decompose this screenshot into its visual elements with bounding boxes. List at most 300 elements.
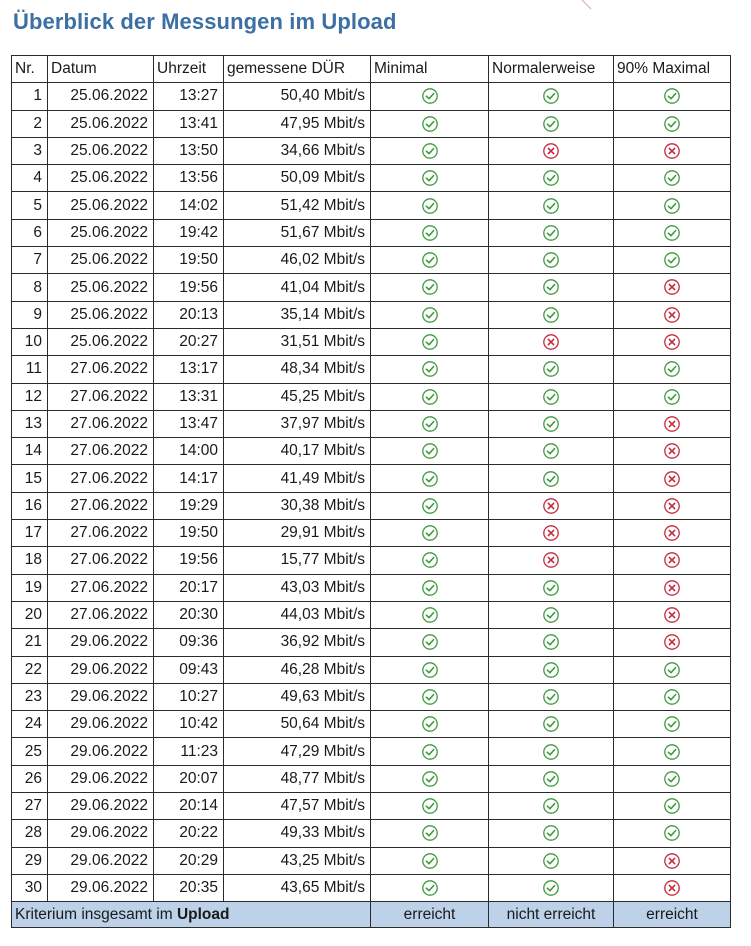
check-circle-icon [542, 442, 560, 460]
check-circle-icon [542, 87, 560, 105]
check-circle-icon [663, 770, 681, 788]
cell-minimal [371, 219, 489, 246]
check-circle-icon [663, 360, 681, 378]
check-circle-icon [663, 115, 681, 133]
x-circle-icon [663, 551, 681, 569]
x-circle-icon [663, 306, 681, 324]
cell-normalerweise [489, 328, 614, 355]
table-body [12, 83, 731, 902]
cell-datum: 25.06.2022 [48, 274, 154, 301]
cell-dur: 47,57 Mbit/s [224, 793, 371, 820]
table-row [12, 247, 731, 274]
cell-minimal [371, 438, 489, 465]
cell-maximal [614, 492, 731, 519]
cell-datum: 29.06.2022 [48, 874, 154, 901]
cell-dur: 45,25 Mbit/s [224, 383, 371, 410]
table-row [12, 274, 731, 301]
page-title: Überblick der Messungen im Upload [13, 9, 397, 34]
table-row [12, 820, 731, 847]
cell-minimal [371, 793, 489, 820]
cell-uhrzeit: 09:43 [154, 656, 224, 683]
cell-maximal [614, 574, 731, 601]
cell-datum: 25.06.2022 [48, 219, 154, 246]
check-circle-icon [542, 579, 560, 597]
summary-label-prefix: Kriterium insgesamt im [15, 905, 177, 923]
check-circle-icon [542, 879, 560, 897]
cell-datum: 27.06.2022 [48, 547, 154, 574]
cell-dur: 50,40 Mbit/s [224, 83, 371, 110]
cell-minimal [371, 601, 489, 628]
cell-dur: 48,77 Mbit/s [224, 765, 371, 792]
cell-datum: 25.06.2022 [48, 165, 154, 192]
check-circle-icon [421, 551, 439, 569]
table-row [12, 110, 731, 137]
cell-uhrzeit: 13:17 [154, 356, 224, 383]
cell-normalerweise [489, 847, 614, 874]
cell-minimal [371, 83, 489, 110]
cell-datum: 25.06.2022 [48, 83, 154, 110]
cell-nr: 5 [12, 192, 48, 219]
cell-uhrzeit: 09:36 [154, 629, 224, 656]
cell-nr: 9 [12, 301, 48, 328]
cell-maximal [614, 765, 731, 792]
table-row [12, 492, 731, 519]
cell-nr: 23 [12, 683, 48, 710]
table-row [12, 683, 731, 710]
check-circle-icon [542, 169, 560, 187]
check-circle-icon [421, 388, 439, 406]
check-circle-icon [421, 688, 439, 706]
cell-maximal [614, 793, 731, 820]
cell-minimal [371, 165, 489, 192]
cell-dur: 35,14 Mbit/s [224, 301, 371, 328]
cell-normalerweise [489, 301, 614, 328]
cell-dur: 50,64 Mbit/s [224, 711, 371, 738]
cell-datum: 25.06.2022 [48, 192, 154, 219]
cell-minimal [371, 301, 489, 328]
cell-datum: 27.06.2022 [48, 383, 154, 410]
x-circle-icon [663, 333, 681, 351]
x-circle-icon [663, 470, 681, 488]
table-row [12, 874, 731, 901]
cell-nr: 18 [12, 547, 48, 574]
cell-uhrzeit: 13:56 [154, 165, 224, 192]
check-circle-icon [663, 224, 681, 242]
summary-label-upload: Upload [176, 905, 230, 923]
column-header-datum: Datum [48, 56, 154, 83]
table-row [12, 601, 731, 628]
table-row [12, 328, 731, 355]
check-circle-icon [421, 251, 439, 269]
cell-datum: 29.06.2022 [48, 820, 154, 847]
cell-nr: 13 [12, 410, 48, 437]
summary-maximal: erreicht [614, 902, 731, 928]
cell-normalerweise [489, 765, 614, 792]
x-circle-icon [542, 551, 560, 569]
cell-minimal [371, 328, 489, 355]
cell-minimal [371, 820, 489, 847]
cell-datum: 27.06.2022 [48, 520, 154, 547]
cell-normalerweise [489, 137, 614, 164]
check-circle-icon [663, 824, 681, 842]
cell-minimal [371, 192, 489, 219]
cell-dur: 41,49 Mbit/s [224, 465, 371, 492]
cell-nr: 10 [12, 328, 48, 355]
check-circle-icon [421, 524, 439, 542]
cell-uhrzeit: 20:30 [154, 601, 224, 628]
cell-uhrzeit: 20:35 [154, 874, 224, 901]
cell-maximal [614, 410, 731, 437]
column-header-normalerweise: Normalerweise [489, 56, 614, 83]
cell-minimal [371, 765, 489, 792]
cell-datum: 25.06.2022 [48, 301, 154, 328]
column-header-nr: Nr. [12, 56, 48, 83]
cell-uhrzeit: 11:23 [154, 738, 224, 765]
x-circle-icon [663, 415, 681, 433]
cell-datum: 29.06.2022 [48, 738, 154, 765]
cell-nr: 24 [12, 711, 48, 738]
cell-nr: 20 [12, 601, 48, 628]
check-circle-icon [542, 797, 560, 815]
cell-minimal [371, 711, 489, 738]
check-circle-icon [542, 360, 560, 378]
x-circle-icon [663, 879, 681, 897]
cell-dur: 29,91 Mbit/s [224, 520, 371, 547]
table-row [12, 711, 731, 738]
cell-normalerweise [489, 438, 614, 465]
table-row [12, 410, 731, 437]
check-circle-icon [663, 251, 681, 269]
cell-nr: 21 [12, 629, 48, 656]
cell-maximal [614, 137, 731, 164]
cell-minimal [371, 137, 489, 164]
cell-uhrzeit: 13:31 [154, 383, 224, 410]
cell-normalerweise [489, 738, 614, 765]
table-row [12, 629, 731, 656]
cell-datum: 29.06.2022 [48, 765, 154, 792]
cell-uhrzeit: 20:07 [154, 765, 224, 792]
cell-nr: 3 [12, 137, 48, 164]
cell-normalerweise [489, 83, 614, 110]
cell-dur: 51,67 Mbit/s [224, 219, 371, 246]
cell-normalerweise [489, 274, 614, 301]
table-row [12, 83, 731, 110]
cell-nr: 27 [12, 793, 48, 820]
column-header-dur: gemessene DÜR [224, 56, 371, 83]
cell-minimal [371, 738, 489, 765]
cell-minimal [371, 492, 489, 519]
x-circle-icon [663, 442, 681, 460]
x-circle-icon [663, 524, 681, 542]
cell-datum: 25.06.2022 [48, 328, 154, 355]
cell-normalerweise [489, 656, 614, 683]
cell-maximal [614, 219, 731, 246]
check-circle-icon [421, 306, 439, 324]
cell-normalerweise [489, 629, 614, 656]
summary-minimal: erreicht [371, 902, 489, 928]
cell-dur: 36,92 Mbit/s [224, 629, 371, 656]
cell-minimal [371, 465, 489, 492]
table-row [12, 520, 731, 547]
cell-uhrzeit: 19:29 [154, 492, 224, 519]
cell-maximal [614, 738, 731, 765]
cell-uhrzeit: 13:41 [154, 110, 224, 137]
check-circle-icon [421, 278, 439, 296]
cell-normalerweise [489, 192, 614, 219]
cell-minimal [371, 656, 489, 683]
cell-maximal [614, 547, 731, 574]
check-circle-icon [421, 633, 439, 651]
x-circle-icon [663, 142, 681, 160]
cell-dur: 49,33 Mbit/s [224, 820, 371, 847]
check-circle-icon [663, 169, 681, 187]
cell-dur: 48,34 Mbit/s [224, 356, 371, 383]
table-row [12, 438, 731, 465]
cell-datum: 25.06.2022 [48, 137, 154, 164]
check-circle-icon [542, 715, 560, 733]
cell-normalerweise [489, 601, 614, 628]
cell-dur: 49,63 Mbit/s [224, 683, 371, 710]
check-circle-icon [542, 115, 560, 133]
cell-minimal [371, 110, 489, 137]
cell-maximal [614, 629, 731, 656]
table-row [12, 765, 731, 792]
check-circle-icon [421, 824, 439, 842]
check-circle-icon [663, 661, 681, 679]
table-row [12, 574, 731, 601]
cell-uhrzeit: 13:27 [154, 83, 224, 110]
cell-maximal [614, 192, 731, 219]
summary-normal: nicht erreicht [489, 902, 614, 928]
cell-normalerweise [489, 410, 614, 437]
cell-minimal [371, 520, 489, 547]
cell-datum: 29.06.2022 [48, 683, 154, 710]
table-row [12, 192, 731, 219]
cell-nr: 28 [12, 820, 48, 847]
cell-dur: 15,77 Mbit/s [224, 547, 371, 574]
cell-minimal [371, 274, 489, 301]
cell-nr: 15 [12, 465, 48, 492]
cell-uhrzeit: 19:50 [154, 247, 224, 274]
check-circle-icon [421, 169, 439, 187]
cell-dur: 46,28 Mbit/s [224, 656, 371, 683]
check-circle-icon [542, 688, 560, 706]
cell-nr: 11 [12, 356, 48, 383]
cell-datum: 29.06.2022 [48, 656, 154, 683]
cell-maximal [614, 356, 731, 383]
cell-datum: 27.06.2022 [48, 574, 154, 601]
cell-nr: 1 [12, 83, 48, 110]
cell-normalerweise [489, 465, 614, 492]
cell-dur: 51,42 Mbit/s [224, 192, 371, 219]
measurements-table [11, 55, 731, 928]
table-row [12, 738, 731, 765]
check-circle-icon [421, 224, 439, 242]
cell-uhrzeit: 14:17 [154, 465, 224, 492]
cell-uhrzeit: 20:13 [154, 301, 224, 328]
cell-dur: 30,38 Mbit/s [224, 492, 371, 519]
cell-minimal [371, 874, 489, 901]
cell-nr: 16 [12, 492, 48, 519]
check-circle-icon [542, 306, 560, 324]
cell-minimal [371, 574, 489, 601]
cell-normalerweise [489, 574, 614, 601]
check-circle-icon [542, 251, 560, 269]
cell-normalerweise [489, 874, 614, 901]
cell-normalerweise [489, 820, 614, 847]
cell-uhrzeit: 14:02 [154, 192, 224, 219]
check-circle-icon [421, 360, 439, 378]
cell-dur: 43,03 Mbit/s [224, 574, 371, 601]
check-circle-icon [542, 278, 560, 296]
cell-maximal [614, 683, 731, 710]
x-circle-icon [542, 142, 560, 160]
cell-minimal [371, 629, 489, 656]
cell-maximal [614, 847, 731, 874]
x-circle-icon [663, 579, 681, 597]
cell-normalerweise [489, 165, 614, 192]
cell-normalerweise [489, 711, 614, 738]
cell-uhrzeit: 20:29 [154, 847, 224, 874]
cell-nr: 7 [12, 247, 48, 274]
check-circle-icon [421, 715, 439, 733]
header-row [12, 56, 731, 83]
check-circle-icon [421, 497, 439, 515]
cell-maximal [614, 656, 731, 683]
summary-label [12, 902, 371, 928]
x-circle-icon [663, 852, 681, 870]
cell-maximal [614, 820, 731, 847]
cell-maximal [614, 83, 731, 110]
cell-datum: 27.06.2022 [48, 465, 154, 492]
cell-uhrzeit: 14:00 [154, 438, 224, 465]
cell-nr: 8 [12, 274, 48, 301]
cell-datum: 25.06.2022 [48, 247, 154, 274]
x-circle-icon [663, 497, 681, 515]
cell-maximal [614, 328, 731, 355]
cell-datum: 25.06.2022 [48, 110, 154, 137]
check-circle-icon [421, 797, 439, 815]
check-circle-icon [542, 606, 560, 624]
table-row [12, 219, 731, 246]
column-header-maximal: 90% Maximal [614, 56, 731, 83]
cell-datum: 27.06.2022 [48, 356, 154, 383]
cell-uhrzeit: 20:14 [154, 793, 224, 820]
check-circle-icon [663, 197, 681, 215]
cell-nr: 2 [12, 110, 48, 137]
check-circle-icon [663, 688, 681, 706]
check-circle-icon [663, 87, 681, 105]
cell-maximal [614, 520, 731, 547]
x-circle-icon [542, 333, 560, 351]
table-row [12, 137, 731, 164]
cell-datum: 29.06.2022 [48, 793, 154, 820]
cell-dur: 47,29 Mbit/s [224, 738, 371, 765]
table-row [12, 383, 731, 410]
cell-minimal [371, 383, 489, 410]
x-circle-icon [542, 497, 560, 515]
check-circle-icon [663, 715, 681, 733]
table-row [12, 656, 731, 683]
table-row [12, 301, 731, 328]
cell-normalerweise [489, 247, 614, 274]
cell-nr: 19 [12, 574, 48, 601]
cell-nr: 30 [12, 874, 48, 901]
check-circle-icon [421, 879, 439, 897]
table-row [12, 465, 731, 492]
cell-maximal [614, 465, 731, 492]
check-circle-icon [421, 661, 439, 679]
cell-maximal [614, 301, 731, 328]
cell-maximal [614, 247, 731, 274]
cell-nr: 25 [12, 738, 48, 765]
cell-normalerweise [489, 793, 614, 820]
cell-uhrzeit: 10:27 [154, 683, 224, 710]
table-row [12, 793, 731, 820]
cell-uhrzeit: 13:47 [154, 410, 224, 437]
cell-maximal [614, 438, 731, 465]
cell-uhrzeit: 19:50 [154, 520, 224, 547]
table-row [12, 356, 731, 383]
check-circle-icon [542, 743, 560, 761]
cell-minimal [371, 356, 489, 383]
cell-maximal [614, 601, 731, 628]
cell-datum: 27.06.2022 [48, 410, 154, 437]
cell-uhrzeit: 20:22 [154, 820, 224, 847]
cell-uhrzeit: 20:17 [154, 574, 224, 601]
cell-dur: 43,65 Mbit/s [224, 874, 371, 901]
cell-nr: 6 [12, 219, 48, 246]
table-row [12, 165, 731, 192]
cell-maximal [614, 274, 731, 301]
check-circle-icon [421, 770, 439, 788]
x-circle-icon [542, 524, 560, 542]
check-circle-icon [421, 87, 439, 105]
check-circle-icon [421, 852, 439, 870]
cell-dur: 44,03 Mbit/s [224, 601, 371, 628]
check-circle-icon [421, 415, 439, 433]
check-circle-icon [421, 115, 439, 133]
check-circle-icon [421, 606, 439, 624]
check-circle-icon [542, 470, 560, 488]
check-circle-icon [421, 442, 439, 460]
cell-nr: 12 [12, 383, 48, 410]
cell-dur: 50,09 Mbit/s [224, 165, 371, 192]
cell-datum: 27.06.2022 [48, 601, 154, 628]
table-row [12, 547, 731, 574]
check-circle-icon [421, 197, 439, 215]
cell-dur: 31,51 Mbit/s [224, 328, 371, 355]
cell-nr: 17 [12, 520, 48, 547]
cell-datum: 29.06.2022 [48, 629, 154, 656]
check-circle-icon [663, 797, 681, 815]
cell-maximal [614, 110, 731, 137]
cell-minimal [371, 847, 489, 874]
cell-maximal [614, 383, 731, 410]
cell-maximal [614, 711, 731, 738]
table-row [12, 847, 731, 874]
cell-datum: 27.06.2022 [48, 438, 154, 465]
cell-normalerweise [489, 520, 614, 547]
summary-row [12, 902, 731, 928]
column-header-uhrzeit: Uhrzeit [154, 56, 224, 83]
cell-maximal [614, 874, 731, 901]
check-circle-icon [542, 197, 560, 215]
cell-minimal [371, 683, 489, 710]
cell-datum: 27.06.2022 [48, 492, 154, 519]
cell-dur: 40,17 Mbit/s [224, 438, 371, 465]
decorative-line [580, 0, 594, 10]
